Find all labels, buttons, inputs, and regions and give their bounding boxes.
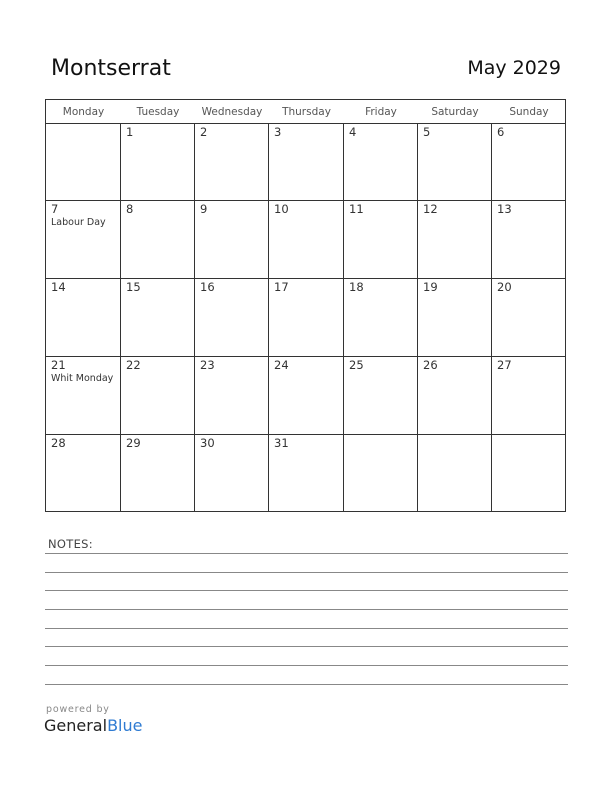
day-number: 2 [200,125,208,139]
calendar-day-cell [418,357,492,435]
note-line [45,609,568,610]
calendar-day-cell [195,124,269,201]
day-number: 10 [274,202,289,216]
calendar-day-cell [492,435,566,512]
day-number: 22 [126,358,141,372]
weekday-header: Tuesday [136,106,180,118]
brand-general: General [44,716,108,735]
calendar-day-cell [344,201,418,279]
calendar-day-cell [46,435,121,512]
day-number: 23 [200,358,215,372]
notes-label: NOTES: [48,537,93,551]
day-number: 19 [423,280,438,294]
calendar-day-cell [269,279,344,357]
note-line [45,590,568,591]
calendar-day-cell [121,201,195,279]
calendar-day-cell [418,279,492,357]
calendar-day-cell [418,124,492,201]
holiday-label: Whit Monday [51,373,114,384]
calendar-day-cell [46,124,121,201]
note-line [45,665,568,666]
calendar-day-cell [418,201,492,279]
calendar-day-cell [269,124,344,201]
day-number: 30 [200,436,215,450]
note-line [45,646,568,647]
month-year: May 2029 [467,57,561,79]
calendar-day-cell [46,201,121,279]
calendar-day-cell [344,279,418,357]
weekday-header: Saturday [431,106,479,118]
note-line [45,572,568,573]
calendar-day-cell [121,279,195,357]
day-number: 18 [349,280,364,294]
calendar-day-cell [121,435,195,512]
calendar-day-cell [344,435,418,512]
day-number: 5 [423,125,431,139]
day-number: 4 [349,125,357,139]
weekday-header: Sunday [509,106,549,118]
note-line [45,628,568,629]
brand-blue: Blue [107,716,143,735]
weekday-header: Friday [365,106,397,118]
calendar-day-cell [492,124,566,201]
brand-logo [44,716,142,735]
day-number: 29 [126,436,141,450]
calendar-day-cell [269,357,344,435]
day-number: 6 [497,125,505,139]
day-number: 1 [126,125,134,139]
weekday-header-row [46,100,565,124]
calendar-day-cell [269,435,344,512]
day-number: 16 [200,280,215,294]
day-number: 21 [51,358,66,372]
page-title: Montserrat [51,56,171,81]
day-number: 12 [423,202,438,216]
day-number: 25 [349,358,364,372]
day-number: 9 [200,202,208,216]
calendar-day-cell [418,435,492,512]
day-number: 20 [497,280,512,294]
calendar-day-cell [492,279,566,357]
day-number: 31 [274,436,289,450]
calendar-day-cell [269,201,344,279]
calendar-day-cell [121,357,195,435]
weekday-header: Monday [62,106,105,118]
calendar-day-cell [195,201,269,279]
powered-by-text: powered by [46,704,110,715]
day-number: 24 [274,358,289,372]
weekday-header: Thursday [282,106,331,118]
day-number: 26 [423,358,438,372]
note-line [45,553,568,554]
day-number: 14 [51,280,66,294]
day-number: 27 [497,358,512,372]
holiday-label: Labour Day [51,217,106,228]
calendar-day-cell [344,357,418,435]
day-number: 8 [126,202,134,216]
calendar-grid [45,99,566,512]
calendar-day-cell [46,279,121,357]
day-number: 15 [126,280,141,294]
calendar-day-cell [121,124,195,201]
weekday-header: Wednesday [201,106,263,118]
day-number: 11 [349,202,364,216]
day-number: 28 [51,436,66,450]
day-number: 7 [51,202,59,216]
calendar-day-cell [492,357,566,435]
calendar-day-cell [46,357,121,435]
day-number: 3 [274,125,282,139]
calendar-day-cell [344,124,418,201]
calendar-day-cell [195,435,269,512]
calendar-day-cell [195,357,269,435]
day-number: 13 [497,202,512,216]
note-line [45,684,568,685]
calendar-day-cell [195,279,269,357]
calendar-day-cell [492,201,566,279]
day-number: 17 [274,280,289,294]
